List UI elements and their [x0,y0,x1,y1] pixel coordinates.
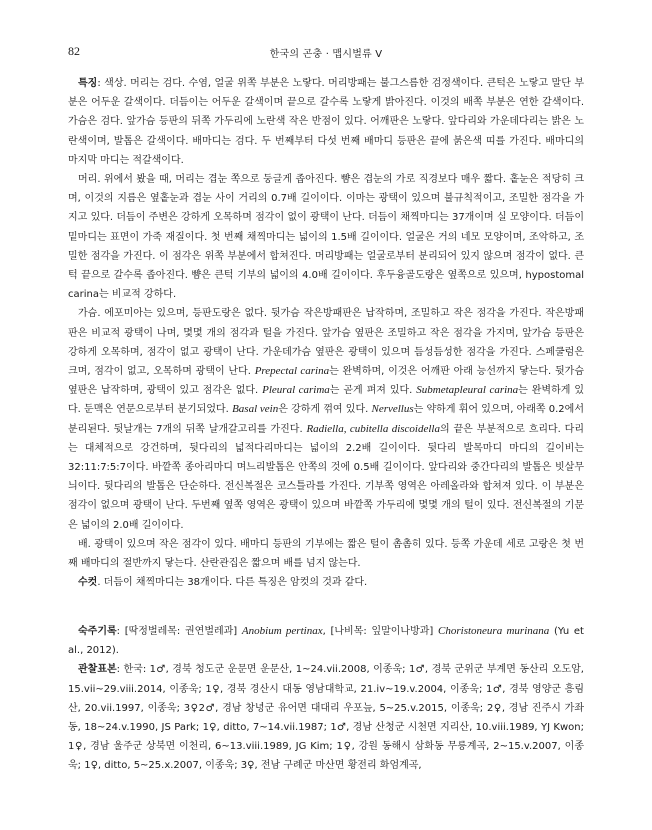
head-paragraph: 머리. 위에서 봤을 때, 머리는 겹눈 쪽으로 둥글게 좁아진다. 뺨은 겹눈의 가로 직경보다 매우 짧다. 홑눈은 적당히 크며, 이것의 지름은 옆홑눈과 겹눈 사이 거리의 0.7배 길이이다. 이마는 광택이 있으며 불규칙적이고, 조밀한 점각을 가지고 있다. 더듬이 주변은 강하게 오목하며 점각이 없이 광택이 난다. 더듬이 채찍마디는 37개이며 실 모양이다. 더듬이 밑마디는 표면이 가죽 재질이다. 첫 번째 채찍마디는 넓이의 1.5배 길이이다. 얼굴은 거의 네모 모양이며, 조악하고, 조밀한 점각을 가진다. 이 점각은 위쪽 부분에서 합쳐진다. 머리방패는 얼굴로부터 분리되어 있지 않으며 점각이 없다. 큰턱 끝으로 갈수록 좁아진다. 뺨은 큰턱 기부의 넓이의 4.0배 길이이다. 후두융골도랑은 옆쪽으로 있으며, hypostomal carina는 비교적 강하다. [68,174,584,301]
specimen-label: 관찰표본 [78,664,117,676]
host-text-1: : [딱정벌레목: 권연벌레과] [116,626,242,637]
records-section [68,622,584,776]
host-label: 숙주기록 [78,626,117,637]
page-number: 82 [68,44,80,58]
traits-paragraph [68,74,584,170]
term-radiella: Radiella, cubitella discoidella [306,422,440,435]
running-title: 한국의 곤충 · 맵시벌류 V [269,49,383,60]
specimens-paragraph [68,660,584,775]
thorax-text-3: 는 곧게 펴져 있다. [329,385,413,397]
thorax-text-1: 가슴. 에포미아는 있으며, 등판도랑은 없다. 뒷가슴 작은방패판은 납작하며, 조밀하고 작은 점각을 가진다. 작은방패판은 비교적 광택이 나며, 몇몇 개의 점각과 털을 가진다. 앞가슴 옆판은 조밀하고 작은 점각을 가지며, 앞가슴 등판은 강하게 오목하며, 점각이 없고 광택이 난다. 가운데가슴 옆판은 광택이 있으며 듬성듬성한 점각을 가진다. 스페쿨럼은 크며, 점각이 없고, 오목하며 광택이 난다. [68,308,584,378]
male-paragraph [68,573,584,592]
male-label: 수컷 [78,577,98,589]
host-species-1: Anobium pertinax [241,625,323,637]
host-text-3: (Yu et al., 2012). [68,626,584,657]
thorax-paragraph [68,304,584,534]
male-text: . 더듬이 채찍마디는 38개이다. 다른 특징은 암컷의 것과 같다. [97,577,368,589]
thorax-text-2: 는 완벽하며, 이것은 어깨판 아래 능선까지 닿는다. 뒷가슴 옆판은 납작하며, 광택이 있고 점각은 없다. [68,366,584,397]
term-prepectal: Prepectal carina [254,365,330,378]
term-submeta: Submetapleural carina [416,384,519,397]
thorax-text-4: 는 완벽하게 있다. 둔맥은 연문으로부터 분기되었다. [68,385,584,416]
thorax-text-5: 은 강하게 꺾여 있다. [278,404,369,416]
host-text-2: , [나비목: 잎말이나방과] [322,626,439,637]
page-header [68,44,584,60]
term-basal: Basal vein [232,403,279,416]
traits-label: 특징 [78,78,98,89]
term-pleural: Pleural carima [262,384,330,397]
species-description [68,74,584,592]
thorax-text-7: 의 끝은 부분적으로 흐리다. 다리는 대체적으로 강건하며, 뒷다리의 넓적다리마디는 넓이의 2.2배 길이이다. 뒷다리 발목마디 마디의 길이비는 32:11:7:5:7이다. 바깥쪽 종아리마디 며느리발톱은 안쪽의 것에 0.5배 길이이다. 앞다리와 중간다리의 발톱은 빗살무늬이다. 뒷다리의 발톱은 단순하다. 전신복절은 코스틀라를 가진다. 기부쪽 영역은 아레올라와 합쳐져 있다. 이 부분은 점각이 없으며 광택이 난다. 두번째 옆쪽 영역은 광택이 있으며 바깥쪽 가두리에 몇몇 개의 털이 있다. 전신복절의 기문은 넓이의 2.0배 길이이다. [68,423,584,531]
specimen-text: : 한국: 1♂, 경북 청도군 운문면 운문산, 1~24.vii.2008, 이종욱; 1♂, 경북 군위군 부계면 동산리 오도암, 15.vii~29.viii.2014, 이종욱; 1♀, 경북 경산시 대동 영남대학교, 21.iv~19.v.2004, 이종욱; 1♂, 경북 영양군 흥림산, 20.vii.1997, 이종욱; 3♀2♂, 경남 창녕군 유어면 대대리 우포늪, 5~25.v.2015, 이종욱; 2♀, 경남 진주시 가좌동, 18~24.v.1990, JS Park; 1♀, ditto, 7~14.vii.1987; 1♂, 경남 산청군 시천면 지리산, 10.viii.1989, YJ Kwon; 1♀, 경남 울주군 상북면 이천리, 6~13.viii.1989, JG Kim; 1♀, 강원 동해시 삼화동 무릉계곡, 2~15.v.2007, 이종욱; 1♀, ditto, 5~25.x.2007, 이종욱; 3♀, 전남 구례군 마산면 황전리 화엄계곡, [68,664,584,772]
term-nervellus: Nervellus [371,403,414,416]
traits-text: : 색상. 머리는 검다. 수염, 얼굴 위쪽 부분은 노랗다. 머리방패는 불그스름한 검정색이다. 큰턱은 노랗고 말단 부분은 어두운 갈색이다. 더듬이는 어두운 갈색이며 끝으로 갈수록 노랗게 밝아진다. 이것의 배쪽 부분은 연한 갈색이다. 가슴은 검다. 앞가슴 등판의 뒤쪽 가두리에 노란색 작은 반점이 있다. 어깨판은 노랗다. 앞다리와 가운데다리는 밝은 노란색이며, 발톱은 갈색이다. 배마디는 검다. 두 번째부터 다섯 번째 배마디 등판은 끝에 붉은색 띠를 가진다. 배마디의 마지막 마디는 적갈색이다. [68,78,584,166]
abdomen-paragraph: 배. 광택이 있으며 작은 점각이 있다. 배마디 등판의 기부에는 짧은 털이 촘촘히 있다. 등쪽 가운데 세로 고랑은 첫 번째 배마디의 절반까지 닿는다. 산란관집은 짧으며 배를 넘지 않는다. [68,538,584,570]
host-species-2: Choristoneura murinana [438,625,550,637]
thorax-text-6: 는 약하게 휘어 있으며, 아래쪽 0.2에서 분리된다. 뒷날개는 7개의 뒤쪽 날개갈고리를 가진다. [68,404,584,435]
host-record-paragraph [68,622,584,660]
